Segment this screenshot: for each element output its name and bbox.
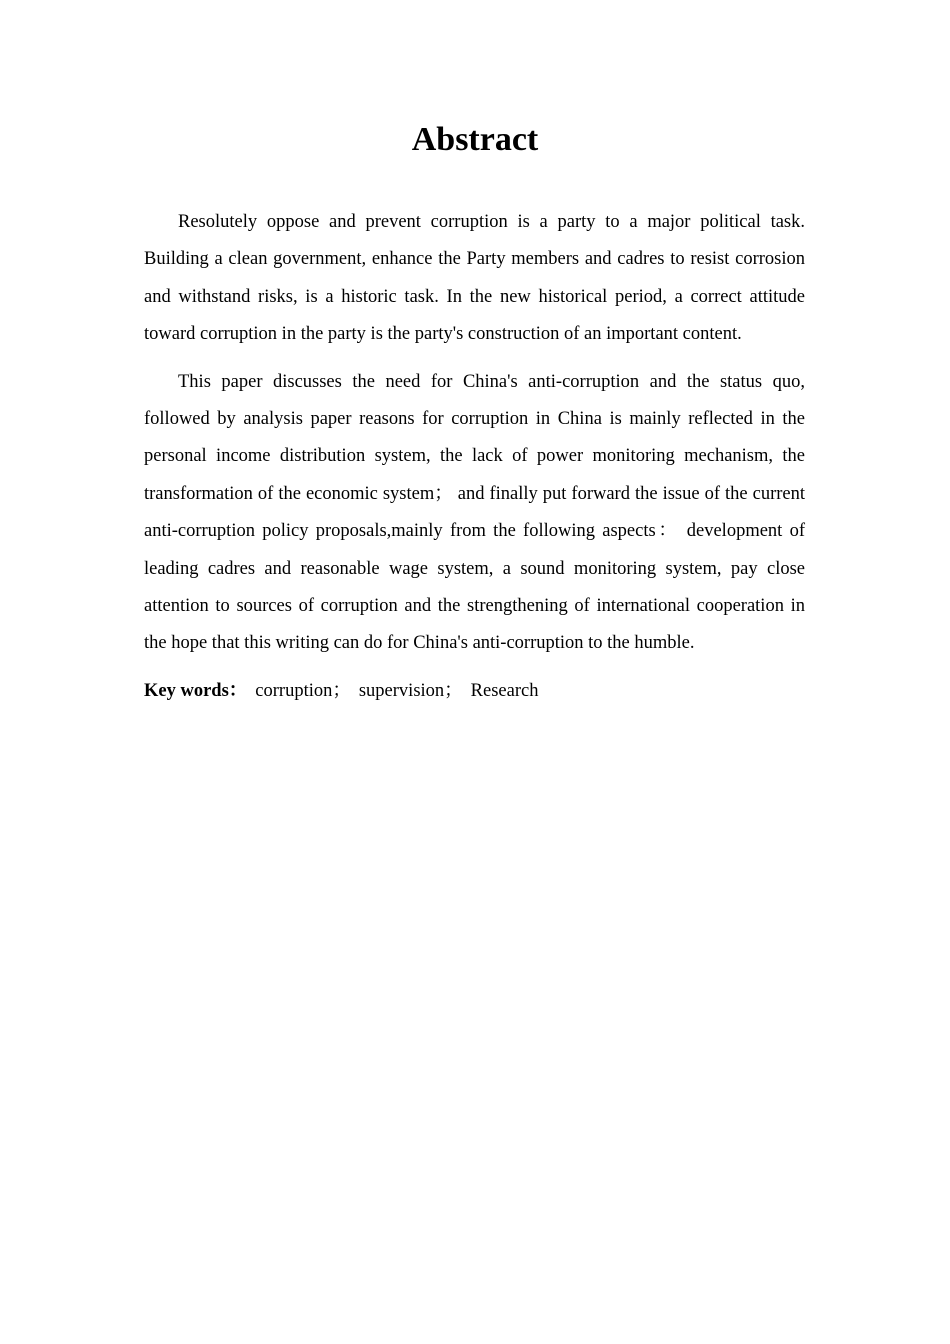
keyword-item: corruption； (255, 680, 351, 701)
keyword-item: Research (470, 680, 539, 701)
abstract-paragraph-1: Resolutely oppose and prevent corruption is a party to a major political task. Building a clean government, enhance the Party members and cadres to resist corrosion and withstand risks, is a historic task. In the new historical period, a correct attitude toward corruption in the party is the party's construction of an important content. (144, 212, 805, 345)
abstract-paragraph-2: This paper discusses the need for China's anti-corruption and the status quo, followed by analysis paper reasons for corruption in China is mainly reflected in the personal income distribution system, the lack of power monitoring mechanism, the transformation of the economic system； and finally put forward the issue of the current anti-corruption policy proposals,mainly from the following aspects： development of leading cadres and reasonable wage system, a sound monitoring system, pay close attention to sources of corruption and the strengthening of international cooperation in the hope that this writing can do for China's anti-corruption to the humble. (144, 371, 805, 654)
keyword-item: supervision； (358, 680, 463, 701)
abstract-body (144, 204, 805, 710)
keywords-line (144, 673, 805, 710)
keywords-label: Key words： (144, 680, 248, 701)
abstract-title: Abstract (411, 121, 539, 158)
